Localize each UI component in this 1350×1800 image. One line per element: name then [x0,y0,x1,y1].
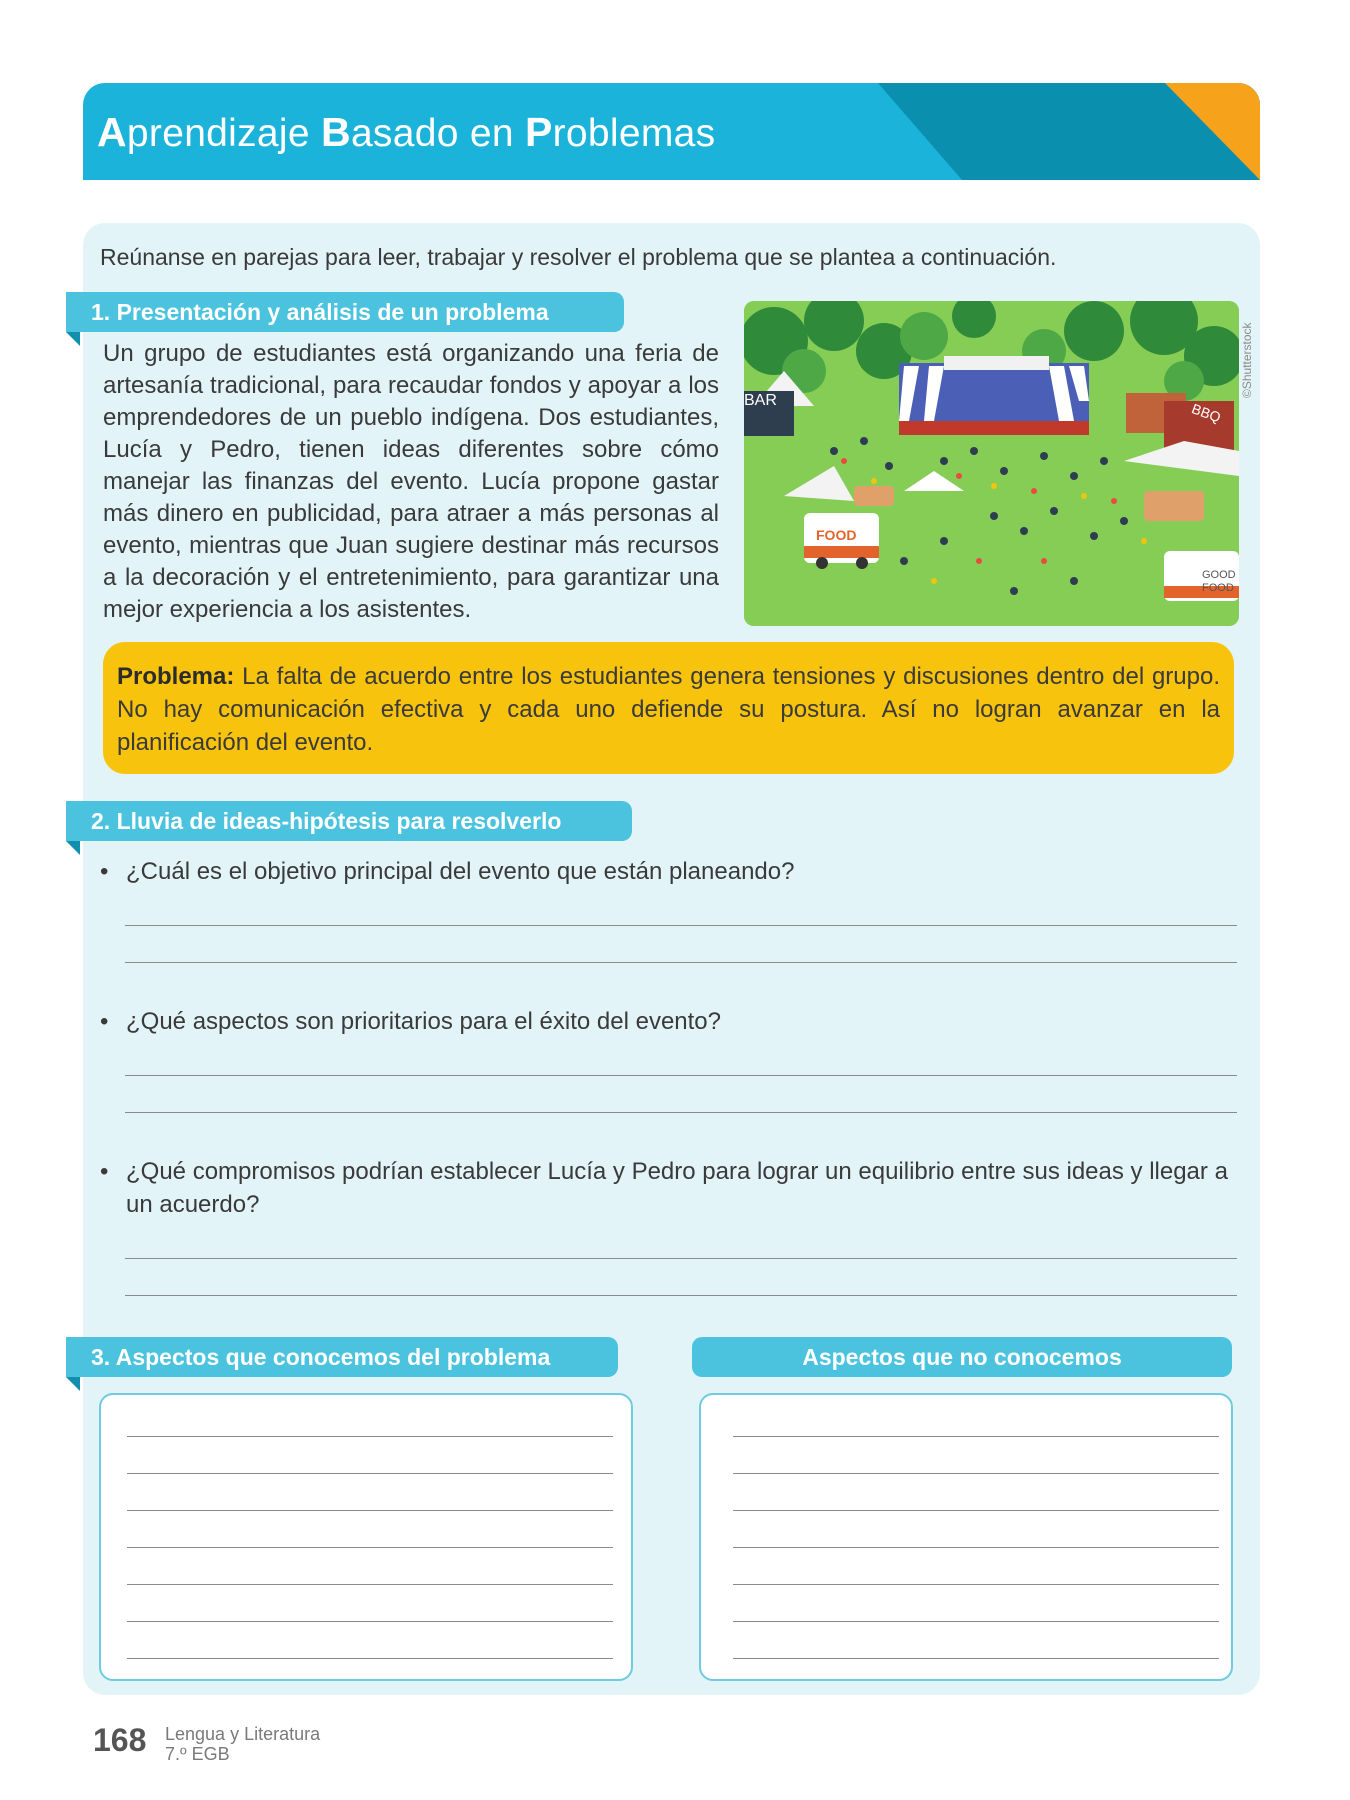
sign-food: FOOD [816,527,857,543]
answer-line[interactable] [125,1295,1237,1296]
unknown-aspects-tab: Aspectos que no conocemos [692,1337,1232,1377]
fair-illustration-svg [744,301,1239,626]
answer-line[interactable] [125,1075,1237,1076]
problem-box [103,642,1234,774]
answer-line[interactable] [127,1621,613,1622]
dua-subtitle: Participación [964,52,1096,75]
answer-line[interactable] [127,1473,613,1474]
answer-line[interactable] [125,962,1237,963]
image-credit: ©Shutterstock [1240,322,1254,398]
answer-line[interactable] [733,1658,1219,1659]
answer-line[interactable] [733,1510,1219,1511]
bullet: • [100,1158,109,1185]
dua-label: DUA [1001,18,1059,48]
page-number: 168 [93,1722,147,1758]
answer-line[interactable] [125,1112,1237,1113]
answer-line[interactable] [733,1547,1219,1548]
answer-line[interactable] [125,925,1237,926]
answer-line[interactable] [733,1473,1219,1474]
intro-instruction: Reúnanse en parejas para leer, trabajar y resolver el problema que se plantea a continuación. [100,244,1057,270]
question-text: ¿Qué compromisos podrían establecer Lucía y Pedro para lograr un equilibrio entre sus ideas y llegar a un acuerdo? [126,1158,1228,1218]
section-2-tab: 2. Lluvia de ideas-hipótesis para resolverlo [66,801,632,841]
answer-line[interactable] [127,1510,613,1511]
answer-line[interactable] [733,1436,1219,1437]
dua-corner-accent [1165,83,1260,180]
problem-presentation-text: Un grupo de estudiantes está organizando una feria de artesanía tradicional, para recaudar fondos y apoyar a los emprendedores de un pueblo indígena. Dos estudiantes, Lucía y Pedro, tienen ideas diferentes sobre cómo manejar las finanzas del evento. Lucía propone gastar más dinero en publicidad, para atraer a más personas al evento, mientras que Juan sugiere destinar más recursos a la decoración y el entretenimiento, para garantizar una mejor experiencia a los asistentes. [103,340,719,623]
problem-label: Problema: [117,663,235,690]
question-text: ¿Cuál es el objetivo principal del evento que están planeando? [126,858,795,885]
sign-bar: BAR [744,392,777,409]
page-title: Aprendizaje Basado en Problemas [97,109,716,155]
fair-illustration [744,301,1239,626]
answer-line[interactable] [733,1584,1219,1585]
answer-line[interactable] [127,1658,613,1659]
dua-box [878,83,1260,180]
bullet: • [100,858,109,885]
grade-label: 7.º EGB [165,1744,230,1764]
question-text: ¿Qué aspectos son prioritarios para el éxito del evento? [126,1008,721,1035]
answer-line[interactable] [125,1258,1237,1259]
sign-good-food: FOOD [1202,582,1234,594]
answer-line[interactable] [733,1621,1219,1622]
footer-subject [165,1724,320,1764]
section-3-tab: 3. Aspectos que conocemos del problema [66,1337,618,1377]
subject-name: Lengua y Literatura [165,1724,321,1744]
sign-bbq: BBQ [1189,400,1223,426]
answer-line[interactable] [127,1547,613,1548]
header-banner [83,83,1260,180]
sign-good: GOOD [1202,569,1236,581]
answer-line[interactable] [127,1584,613,1585]
bullet: • [100,1008,109,1035]
answer-line[interactable] [127,1436,613,1437]
problem-text: La falta de acuerdo entre los estudiantes genera tensiones y discusiones dentro del grupo. No hay comunicación efectiva y cada uno defiende su postura. Así no logran avanzar en la planificación del evento. [117,663,1220,756]
section-1-tab: 1. Presentación y análisis de un problema [66,292,624,332]
